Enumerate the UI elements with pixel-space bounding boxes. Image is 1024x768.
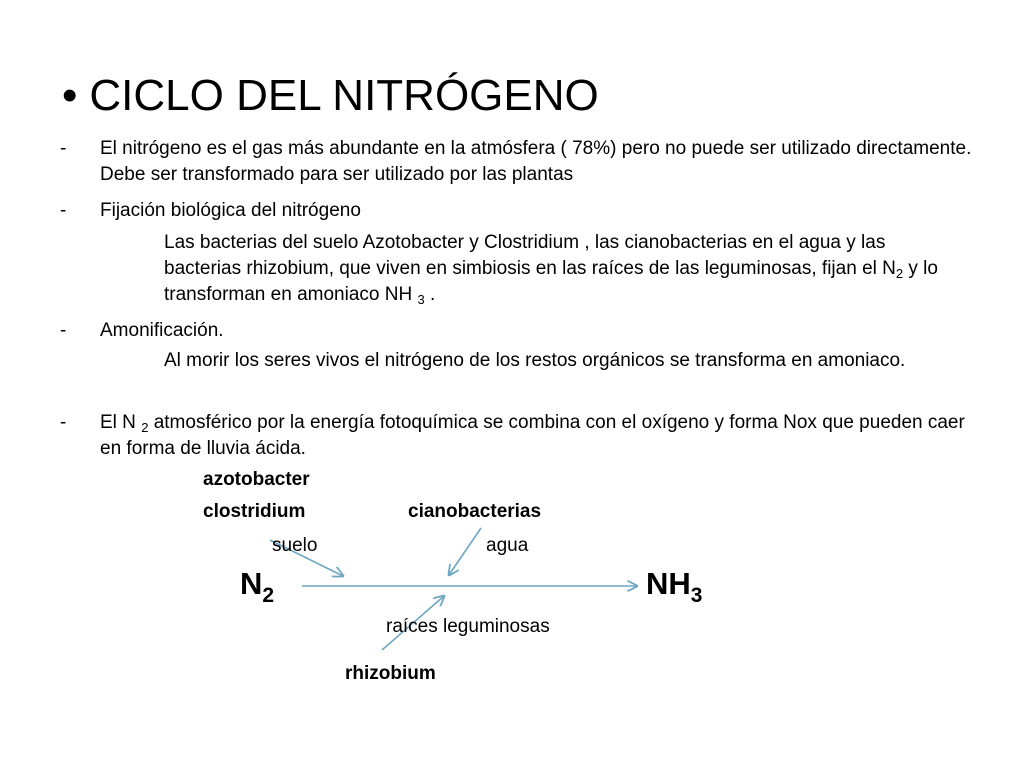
label-clostridium: clostridium bbox=[203, 501, 306, 522]
item4-text-b: atmosférico por la energía fotoquímica se combina con el oxígeno y forma Nox que pueden caer en forma de lluvia ácida. bbox=[100, 412, 965, 459]
title-text: CICLO DEL NITRÓGENO bbox=[89, 71, 599, 120]
n2-main: N bbox=[240, 566, 263, 601]
indent2-text: Al morir los seres vivos el nitrógeno de los restos orgánicos se transforma en amoniaco. bbox=[164, 350, 906, 371]
label-raices-leguminosas: raíces leguminosas bbox=[386, 616, 550, 637]
item1-text: El nitrógeno es el gas más abundante en la atmósfera ( 78%) pero no puede ser utilizado directamente. Debe ser transformado para ser utilizado por las plantas bbox=[100, 138, 972, 185]
indent1-text-c: . bbox=[424, 284, 436, 305]
list-dash: - bbox=[60, 138, 67, 159]
label-suelo: suelo bbox=[272, 535, 318, 556]
label-agua: agua bbox=[486, 535, 529, 556]
item2-text: Fijación biológica del nitrógeno bbox=[100, 200, 361, 221]
indent1-text-a: Las bacterias del suelo Azotobacter y Clostridium , las cianobacterias en el agua y las bacterias rhizobium, que viven en simbiosis en las raíces de las leguminosas, fijan el N bbox=[164, 232, 896, 279]
nh3-sub: 3 bbox=[690, 584, 703, 607]
list-dash: - bbox=[60, 200, 67, 221]
label-cianobacterias: cianobacterias bbox=[408, 501, 542, 522]
indent1-text-b: y lo transforman en amoniaco NH bbox=[164, 258, 938, 305]
nh3-main: NH bbox=[646, 566, 691, 601]
label-rhizobium: rhizobium bbox=[345, 663, 436, 684]
item4-sub-2: 2 bbox=[141, 420, 149, 435]
item3-text: Amonificación. bbox=[100, 320, 224, 341]
title-bullet: • bbox=[62, 71, 78, 120]
list-dash: - bbox=[60, 320, 67, 341]
nh3-label bbox=[646, 566, 703, 607]
agua-arrow bbox=[449, 528, 481, 575]
list-dash: - bbox=[60, 412, 67, 433]
n2-sub: 2 bbox=[262, 584, 275, 607]
indent1-sub-2: 2 bbox=[895, 266, 904, 281]
n2-label bbox=[240, 566, 275, 607]
item4-text-a: El N bbox=[100, 412, 142, 433]
label-azotobacter: azotobacter bbox=[203, 469, 310, 490]
indent1-sub-3: 3 bbox=[417, 292, 425, 307]
